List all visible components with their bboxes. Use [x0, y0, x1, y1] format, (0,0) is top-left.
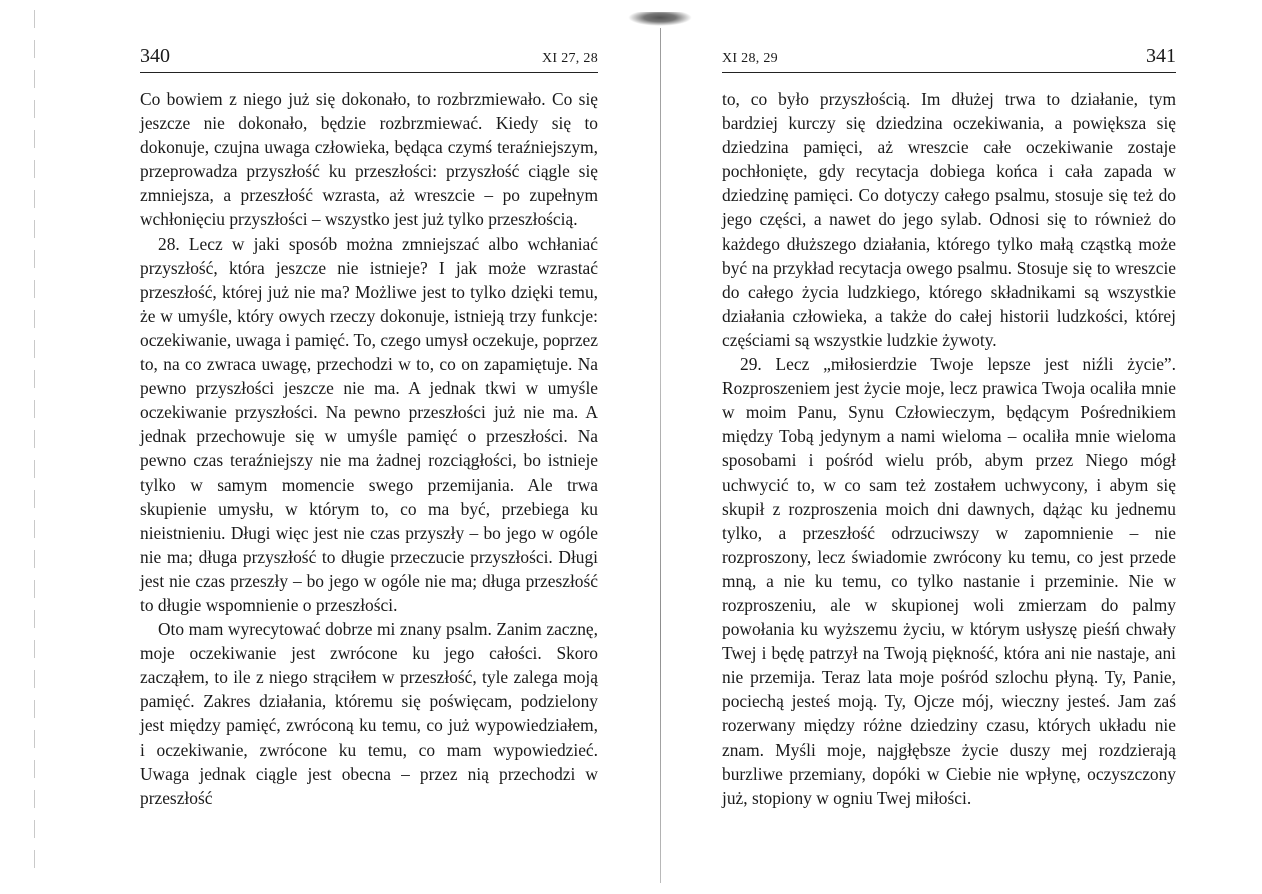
- left-page-body: [140, 87, 598, 810]
- right-page-header: [722, 44, 1176, 73]
- right-page-number: 341: [1146, 45, 1176, 67]
- right-page-body: [722, 87, 1176, 810]
- left-paragraph-3: Oto mam wyrecytować dobrze mi znany psalm. Zanim zacznę, moje oczekiwanie jest zwrócone ku jego całości. Skoro zacząłem, to ile z niego strąciłem w przeszłość, tyle zalega moją pamięć. Zakres działania, któremu się poświęcam, podzielony jest między pamięć, zwróconą ku temu, co już wypowiedziałem, i oczekiwanie, zwrócone ku temu, co mam wypowiedzieć. Uwaga jednak ciągle jest obecna – przez nią przechodzi w przeszłość: [140, 619, 598, 808]
- left-paragraph-1: Co bowiem z niego już się dokonało, to rozbrzmiewało. Co się jeszcze nie dokonało, będzie rozbrzmiewać. Kiedy się to dokonuje, czujna uwaga człowieka, będąca czymś teraźniejszym, przeprowadza przyszłość ku przeszłości: przyszłość ciągle się zmniejsza, a przeszłość wzrasta, aż wreszcie – po zupełnym wchłonięciu przyszłości – wszystko jest już tylko przeszłością.: [140, 89, 598, 230]
- binding-mark: [628, 12, 692, 26]
- left-page: [140, 0, 598, 894]
- left-page-header: [140, 44, 598, 73]
- right-paragraph-1: to, co było przyszłością. Im dłużej trwa to działanie, tym bardziej kurczy się dziedzina oczekiwania, a powiększa się dziedzina pamięci, aż wreszcie całe oczekiwanie zostaje pochłonięte, gdy recytacja dobiega końca i cała zapada w dziedzinę pamięci. Co dotyczy całego psalmu, stosuje się też do jego części, a nawet do jego sylab. Odnosi się to również do każdego dłuższego działania, którego tylko małą cząstką może być na przykład recytacja owego psalmu. Stosuje się to wreszcie do całego życia ludzkiego, którego składnikami są wszystkie działania człowieka, a także do całej historii ludzkości, której częściami są wszystkie ludzkie żywoty.: [722, 89, 1176, 350]
- right-paragraph-2: 29. Lecz „miłosierdzie Twoje lepsze jest niźli życie”. Rozproszeniem jest życie moje, lecz prawica Twoja ocaliła mnie w moim Panu, Synu Człowieczym, będącym Pośrednikiem między Tobą jedynym a nami wieloma – ocaliła mnie wieloma sposobami i pośród wielu prób, abym przez Niego mógł uchwycić to, w co sam też zostałem uchwycony, i abym się skupił z rozproszenia moich dni dawnych, dążąc ku jednemu tylko, a przeszłość odrzuciwszy w zapomnienie – nie rozproszony, lecz świadomie zwrócony ku temu, co jest przede mną, a nie ku temu, co tylko nastanie i przeminie. Nie w rozproszeniu, ale w skupionej woli zmierzam do palmy powołania ku wyższemu życiu, w którym usłyszę pieśń chwały Twej i będę patrzył na Twoją piękność, która ani nie nastaje, ani nie przemija. Teraz lata moje pośród szlochu płyną. Ty, Panie, pociechą jesteś moją. Ty, Ojcze mój, wieczny jesteś. Jam zaś rozerwany między różne dziedziny czasu, których układu nie znam. Myśli moje, najgłębsze życie duszy mej rozdzierają burzliwe przemiany, dopóki w Ciebie nie wpłynę, oczyszczony już, stopiony w ogniu Twej miłości.: [722, 354, 1176, 808]
- scan-edge-shadow: [34, 10, 35, 880]
- book-gutter: [660, 28, 661, 883]
- left-running-head: XI 27, 28: [542, 51, 598, 66]
- left-paragraph-2: 28. Lecz w jaki sposób można zmniejszać albo wchłaniać przyszłość, która jeszcze nie istnieje? I jak może wzrastać przeszłość, której już nie ma? Możliwe jest to tylko dzięki temu, że w umyśle, który owych rzeczy dokonuje, istnieją trzy funkcje: oczekiwanie, uwaga i pamięć. To, czego umysł oczekuje, poprzez to, na co zwraca uwagę, przechodzi w to, co on zapamiętuje. Na pewno przyszłości jeszcze nie ma. A jednak tkwi w umyśle oczekiwanie przyszłości. Na pewno przeszłości już nie ma. A jednak przechowuje się w umyśle pamięć o przeszłości. Na pewno czas teraźniejszy nie ma żadnej rozciągłości, bo istnieje tylko w samym momencie swego przemijania. Ale trwa skupienie umysłu, w którym to, co ma być, przebiega ku nieistnieniu. Długi więc jest nie czas przyszły – bo jego w ogóle nie ma; długa przyszłość to długie przeczucie przyszłości. Długi jest nie czas przeszły – bo jego w ogóle nie ma; długa przeszłość to długie wspomnienie o przeszłości.: [140, 233, 598, 615]
- right-page: [722, 0, 1176, 894]
- left-page-number: 340: [140, 45, 170, 67]
- right-running-head: XI 28, 29: [722, 51, 778, 66]
